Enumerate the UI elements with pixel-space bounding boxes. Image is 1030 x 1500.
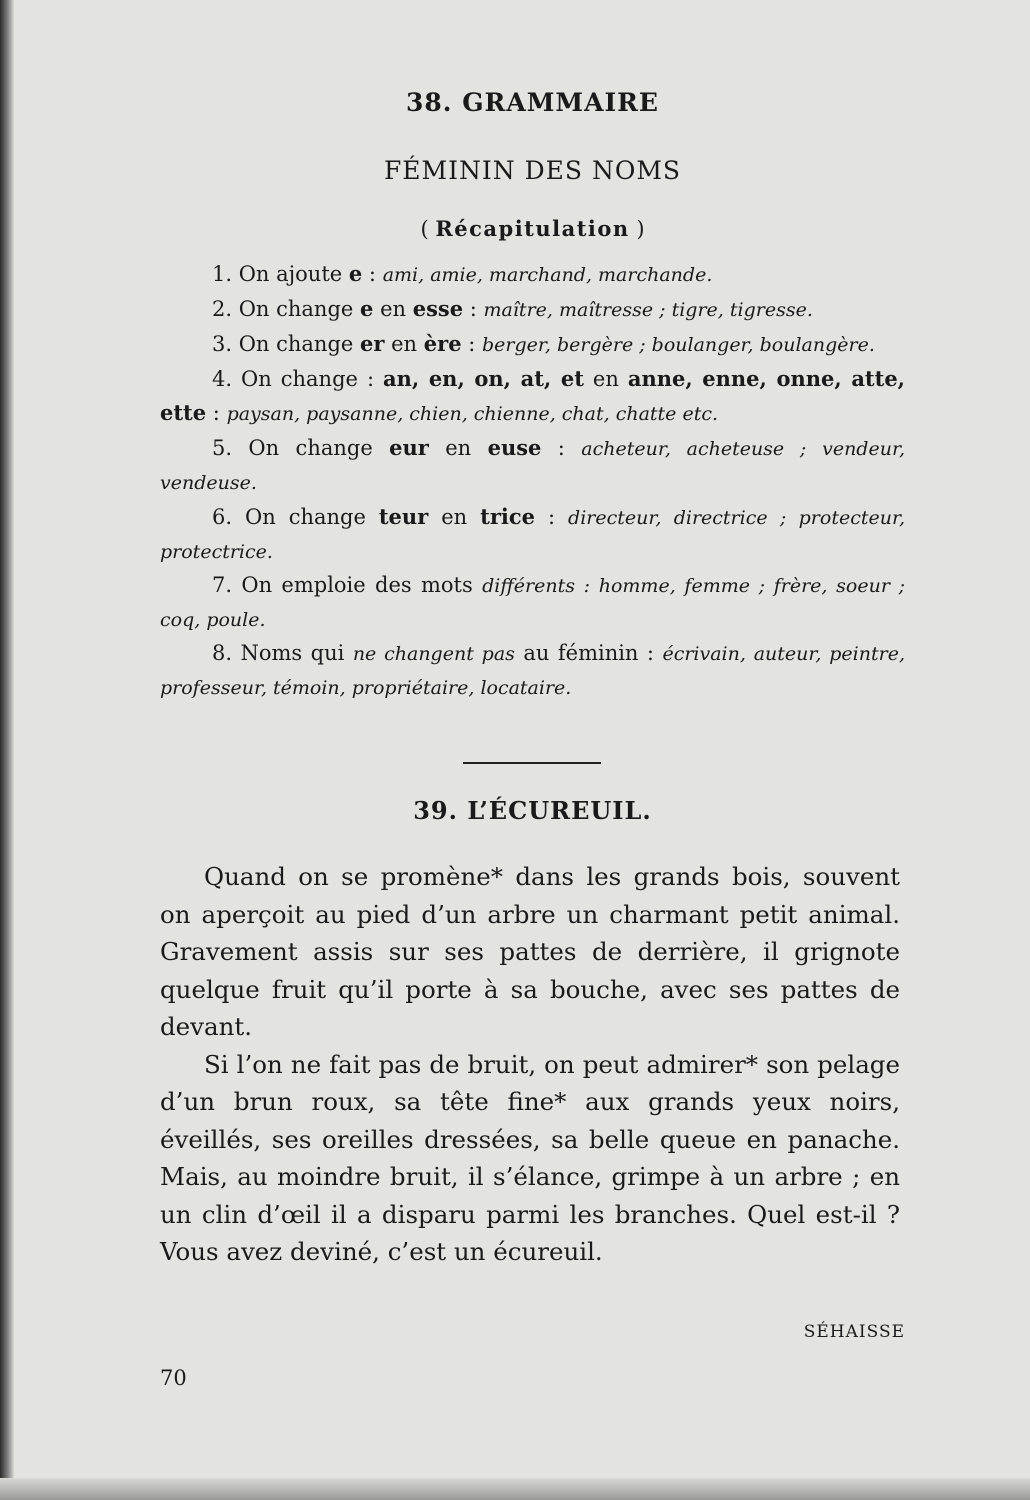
story-text — [160, 858, 900, 1271]
rule-text: : — [535, 505, 569, 529]
rule-suffix: euse — [487, 435, 542, 460]
rule-example: directeur, directrice ; protecteur, protectrice. — [160, 507, 905, 563]
rule-text: 6. On change — [212, 505, 379, 529]
rule-text: 8. Noms qui — [212, 641, 353, 665]
rule-list — [160, 257, 905, 705]
rule-example: acheteur, acheteuse ; vendeur, vendeuse. — [160, 438, 905, 494]
rule-item — [160, 327, 905, 362]
page-binding-edge — [0, 0, 14, 1500]
rule-text: : — [541, 436, 582, 460]
rule-suffix: eur — [389, 435, 429, 460]
section-39-title: 39. L’ÉCUREUIL. — [413, 796, 652, 825]
story-paragraph: Si l’on ne fait pas de bruit, on peut admirer* son pelage d’un brun roux, sa tête fine* aux grands yeux noirs, éveillés, ses oreilles dressées, sa belle queue en panache. Mais, au moindre bruit, il s’élance, grimpe à un arbre ; en un clin d’œil il a disparu parmi les branches. Quel est-il ? Vous avez deviné, c’est un écureuil. — [160, 1049, 900, 1266]
rule-text: 3. On change — [212, 332, 361, 356]
rule-suffix: er — [360, 331, 385, 356]
rule-suffix: anne, enne, onne, atte, ette — [160, 366, 905, 425]
rule-suffix: e — [360, 296, 374, 321]
rule-text: en — [428, 505, 481, 529]
rule-text: en — [428, 436, 488, 460]
rule-example: berger, bergère ; boulanger, boulangère. — [482, 334, 875, 356]
rule-text: au féminin : — [514, 641, 663, 665]
rule-suffix: trice — [480, 504, 536, 529]
section-38-title: 38. GRAMMAIRE — [406, 88, 659, 117]
rule-item — [160, 569, 905, 637]
rule-example: ami, amie, marchand, marchande. — [382, 264, 713, 286]
rule-item — [160, 637, 905, 705]
rule-suffix: esse — [412, 296, 464, 321]
rule-suffix: teur — [378, 504, 429, 529]
recap-label: Récapitulation — [435, 216, 630, 241]
recap-open: ( — [420, 217, 436, 241]
rule-text: 7. On emploie des mots — [212, 573, 483, 597]
story-paragraph: Quand on se promène* dans les grands bois, souvent on aperçoit au pied d’un arbre un charmant petit animal. Gravement assis sur ses pattes de derrière, il grignote quelque fruit qu’il porte à sa bouche, avec ses pattes de devant. — [160, 862, 900, 1041]
recap-heading — [160, 216, 905, 241]
section-38-subtitle: FÉMININ DES NOMS — [383, 156, 682, 185]
page-number: 70 — [160, 1366, 187, 1390]
rule-text: en — [384, 332, 424, 356]
rule-item — [160, 257, 905, 292]
page-bottom-edge — [0, 1478, 1030, 1500]
rule-item — [160, 292, 905, 327]
rule-text: : — [362, 262, 383, 286]
rule-item — [160, 500, 905, 569]
rule-text: 5. On change — [212, 436, 390, 460]
rule-example: ne changent pas — [352, 643, 515, 665]
recap-close: ) — [629, 217, 645, 241]
rule-example: paysan, paysanne, chien, chienne, chat, chatte etc. — [226, 403, 719, 425]
rule-item — [160, 431, 905, 500]
rule-text: : — [463, 297, 484, 321]
section-divider — [463, 762, 601, 764]
rule-suffix: an, en, on, at, et — [383, 366, 584, 391]
rule-text: en — [373, 297, 413, 321]
rule-item — [160, 362, 905, 431]
rule-text: 4. On change : — [212, 367, 384, 391]
rule-example: maître, maîtresse ; tigre, tigresse. — [483, 299, 813, 321]
rule-text: 2. On change — [212, 297, 361, 321]
rule-text: : — [461, 332, 482, 356]
rule-example: écrivain, auteur, peintre, professeur, témoin, propriétaire, locataire. — [160, 643, 905, 699]
rule-example: différents : homme, femme ; frère, soeur ; coq, poule. — [160, 575, 905, 631]
rule-suffix: e — [348, 261, 363, 286]
rule-text: 1. On ajoute — [212, 262, 349, 286]
rule-text: : — [206, 401, 227, 425]
rule-suffix: ère — [423, 331, 462, 356]
rule-text: en — [583, 367, 628, 391]
author-name: SÉHAISSE — [803, 1322, 905, 1342]
